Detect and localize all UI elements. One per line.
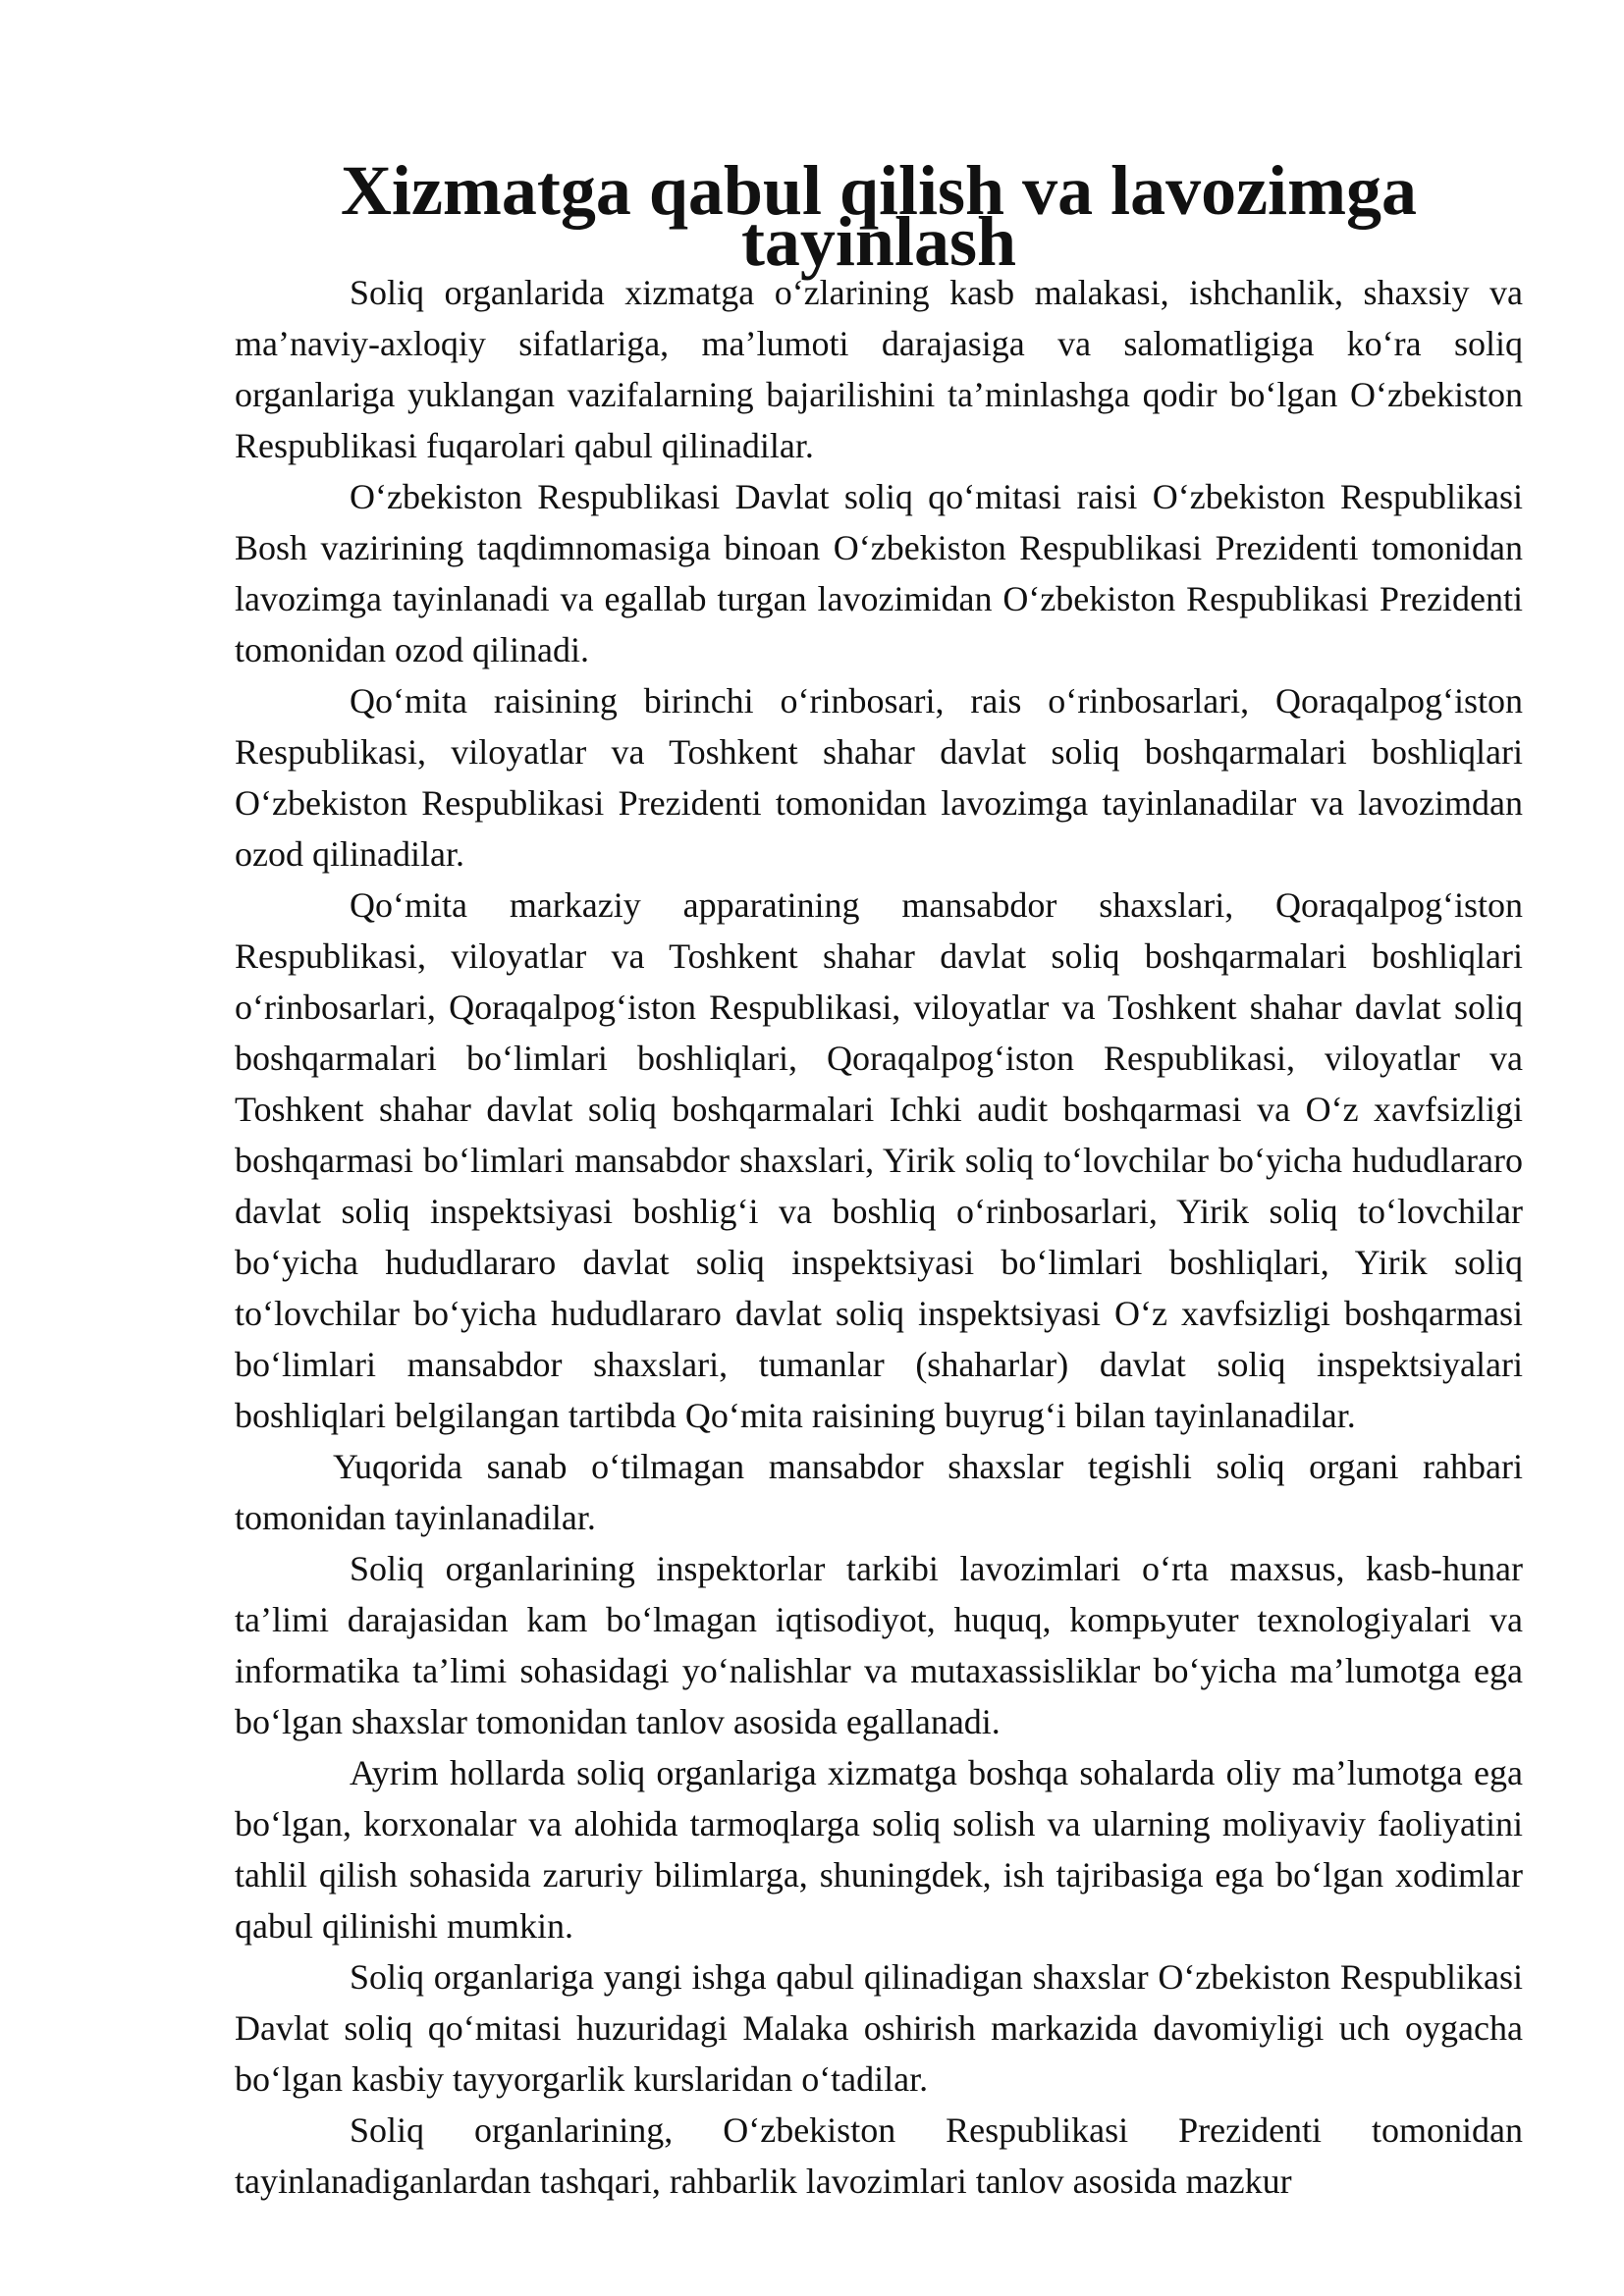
paragraph-7: Ayrim hollarda soliq organlariga xizmatga boshqa sohalarda oliy ma’lumotga ega bo‘lgan, korxonalar va alohida tarmoqlarga soliq solish va ularning moliyaviy faoliyatini tahlil qilish sohasida zaruriy bilimlarga, shuningdek, ish tajribasiga ega bo‘lgan xodimlar qabul qilinishi mumkin.: [235, 1753, 1523, 1946]
paragraph-8: Soliq organlariga yangi ishga qabul qilinadigan shaxslar O‘zbekiston Respublikasi Davlat soliq qo‘mitasi huzuridagi Malaka oshirish markazida davomiyligi uch oygacha bo‘lgan kasbiy tayyorgarlik kurslaridan o‘tadilar.: [235, 1957, 1523, 2099]
document-page: [235, 151, 1523, 2207]
paragraph-2: O‘zbekiston Respublikasi Davlat soliq qo‘mitasi raisi O‘zbekiston Respublikasi Bosh vazirining taqdimnomasiga binoan O‘zbekiston Respublikasi Prezidenti tomonidan lavozimga tayinlanadi va egallab turgan lavozimidan O‘zbekiston Respublikasi Prezidenti tomonidan ozod qilinadi.: [235, 477, 1523, 669]
paragraph-4: Qo‘mita markaziy apparatining mansabdor shaxslari, Qoraqalpog‘iston Respublikasi, viloyatlar va Toshkent shahar davlat soliq boshqarmalari boshliqlari o‘rinbosarlari, Qoraqalpog‘iston Respublikasi, viloyatlar va Toshkent shahar davlat soliq boshqarmalari bo‘limlari boshliqlari, Qoraqalpog‘iston Respublikasi, viloyatlar va Toshkent shahar davlat soliq boshqarmalari Ichki audit boshqarmasi va O‘z xavfsizligi boshqarmasi bo‘limlari mansabdor shaxslari, Yirik soliq to‘lovchilar bo‘yicha hududlararo davlat soliq inspektsiyasi boshlig‘i va boshliq o‘rinbosarlari, Yirik soliq to‘lovchilar bo‘yicha hududlararo davlat soliq inspektsiyasi bo‘limlari boshliqlari, Yirik soliq to‘lovchilar bo‘yicha hududlararo davlat soliq inspektsiyasi O‘z xavfsizligi boshqarmasi bo‘limlari mansabdor shaxslari, tumanlar (shaharlar) davlat soliq inspektsiyalari boshliqlari belgilangan tartibda Qo‘mita raisining buyrug‘i bilan tayinlanadilar.: [235, 885, 1523, 1435]
paragraph-9: Soliq organlarining, O‘zbekiston Respublikasi Prezidenti tomonidan tayinlanadiganlardan tashqari, rahbarlik lavozimlari tanlov asosida mazkur: [235, 2110, 1523, 2201]
paragraph-3: Qo‘mita raisining birinchi o‘rinbosari, rais o‘rinbosarlari, Qoraqalpog‘iston Respublikasi, viloyatlar va Toshkent shahar davlat soliq boshqarmalari boshliqlari O‘zbekiston Respublikasi Prezidenti tomonidan lavozimga tayinlanadilar va lavozimdan ozod qilinadilar.: [235, 681, 1523, 874]
paragraph-5: Yuqorida sanab o‘tilmagan mansabdor shaxslar tegishli soliq organi rahbari tomonidan tayinlanadilar.: [235, 1447, 1523, 1537]
paragraph-1: Soliq organlarida xizmatga o‘zlarining kasb malakasi, ishchanlik, shaxsiy va ma’naviy-axloqiy sifatlariga, ma’lumoti darajasiga va salomatligiga ko‘ra soliq organlariga yuklangan vazifalarning bajarilishini ta’minlashga qodir bo‘lgan O‘zbekiston Respublikasi fuqarolari qabul qilinadilar.: [235, 273, 1523, 465]
paragraph-6: Soliq organlarining inspektorlar tarkibi lavozimlari o‘rta maxsus, kasb-hunar ta’limi darajasidan kam bo‘lmagan iqtisodiyot, huquq, kompьyuter texnologiyalari va informatika ta’limi sohasidagi yo‘nalishlar va mutaxassisliklar bo‘yicha ma’lumotga ega bo‘lgan shaxslar tomonidan tanlov asosida egallanadi.: [235, 1549, 1523, 1741]
document-title: Xizmatga qabul qilish va lavozimga tayinlash: [340, 151, 1418, 281]
